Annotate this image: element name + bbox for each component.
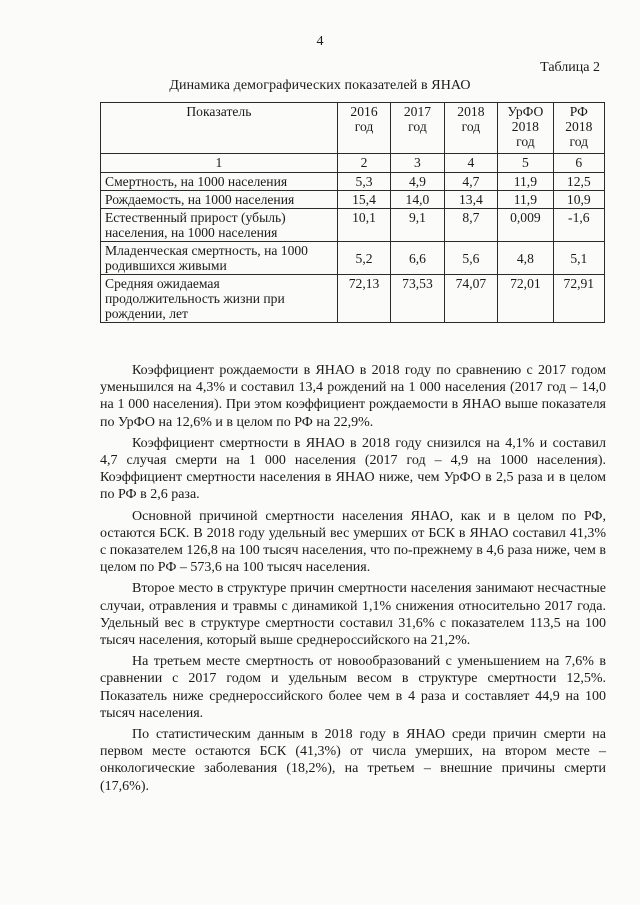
value-2017: 6,6 [391,242,444,275]
value-rf: 72,91 [553,275,604,323]
header-rf-region: РФ [569,104,588,119]
header-urfo-unit: год [516,134,535,149]
value-2017: 4,9 [391,173,444,191]
demographics-table [100,102,605,323]
header-indicator: Показатель [101,103,338,154]
body-text [100,362,606,799]
paragraph-main-cause: Основной причиной смертности населения ЯНАО, как и в целом по РФ, остаются БСК. В 2018 году удельный вес умерших от БСК в ЯНАО составил 41,3% с показателем 126,8 на 100 тысяч населения, что по-прежнему в 4,6 раза ниже, чем в целом по РФ – 573,6 на 100 тысяч населения. [100,508,606,576]
value-rf: -1,6 [553,209,604,242]
row-label: Средняя ожидаемая продолжительность жизни при рождении, лет [101,275,338,323]
table-row-birth-rate [101,191,605,209]
header-urfo [498,103,554,154]
header-2016 [337,103,390,154]
column-index: 3 [391,154,444,173]
column-index: 1 [101,154,338,173]
column-index: 4 [444,154,497,173]
header-2017-unit: год [408,119,427,134]
row-label: Смертность, на 1000 населения [101,173,338,191]
value-rf: 10,9 [553,191,604,209]
value-2016: 5,2 [337,242,390,275]
value-urfo: 11,9 [498,191,554,209]
value-2018: 13,4 [444,191,497,209]
value-2016: 15,4 [337,191,390,209]
value-2017: 73,53 [391,275,444,323]
table-row-infant-mortality [101,242,605,275]
paragraph-summary: По статистическим данным в 2018 году в ЯНАО среди причин смерти на первом месте остаются БСК (41,3%) от числа умерших, на втором месте – онкологические заболевания (18,2%), на третьем – внешние причины смерти (17,6%). [100,727,606,794]
value-2018: 74,07 [444,275,497,323]
value-urfo: 0,009 [498,209,554,242]
header-2018-unit: год [461,119,481,134]
header-rf-unit: год [569,134,589,149]
value-urfo: 11,9 [498,173,554,191]
value-2017: 9,1 [391,209,444,242]
paragraph-mortality-rate: Коэффициент смертности в ЯНАО в 2018 году снизился на 4,1% и составил 4,7 случая смерти на 1 000 населения (2017 год – 4,9 на 1000 населения). Коэффициент смертности населения в ЯНАО ниже, чем УрФО в 2,5 раза и в целом по РФ в 2,6 раза. [100,435,606,503]
value-2017: 14,0 [391,191,444,209]
table-row-natural-growth [101,209,605,242]
page-number: 4 [316,34,324,49]
header-2018-year: 2018 [457,104,485,119]
value-2018: 5,6 [444,242,497,275]
table-row-mortality [101,173,605,191]
paragraph-birth-rate: Коэффициент рождаемости в ЯНАО в 2018 году по сравнению с 2017 годом уменьшился на 4,3% и составил 13,4 рождений на 1 000 населения (2017 год – 14,0 на 1 000 населения). При этом коэффициент рождаемости в ЯНАО выше показателя по УрФО на 12,6% и в целом по РФ на 22,9%. [100,363,606,430]
value-2016: 72,13 [337,275,390,323]
header-2016-unit: год [354,119,374,134]
column-index: 2 [337,154,390,173]
table-title: Динамика демографических показателей в ЯНАО [169,78,471,93]
column-index: 5 [498,154,554,173]
table-row-life-expectancy [101,275,605,323]
value-2016: 5,3 [337,173,390,191]
header-2017 [391,103,444,154]
header-urfo-year: 2018 [511,119,539,134]
header-urfo-region: УрФО [507,104,544,119]
table-header-row [101,103,605,154]
column-index: 6 [553,154,604,173]
column-index-row [101,154,605,173]
header-rf-year: 2018 [565,119,593,134]
value-2018: 8,7 [444,209,497,242]
row-label: Рождаемость, на 1000 населения [101,191,338,209]
value-urfo: 4,8 [498,242,554,275]
row-label: Естественный прирост (убыль) населения, на 1000 населения [101,209,338,242]
header-2017-year: 2017 [403,104,432,119]
paragraph-second-cause: Второе место в структуре причин смертности населения занимают несчастные случаи, отравления и травмы с динамикой 1,1% снижения относительно 2017 года. Удельный вес в структуре смертности составил 31,6% с показателем 113,5 на 100 тысяч населения, который выше среднероссийского на 21,2%. [100,581,606,649]
table-label: Таблица 2 [540,60,600,75]
value-2016: 10,1 [337,209,390,242]
header-2018 [444,103,497,154]
value-rf: 12,5 [553,173,604,191]
value-2018: 4,7 [444,173,497,191]
header-2016-year: 2016 [350,104,378,119]
value-urfo: 72,01 [498,275,554,323]
paragraph-third-cause: На третьем месте смертность от новообразований с уменьшением на 7,6% в сравнении с 2017 годом и удельным весом в структуре смертности 12,5%. Показатель ниже среднероссийского более чем в 4 раза и составляет 44,9 на 100 тысяч населения. [100,654,606,721]
row-label: Младенческая смертность, на 1000 родившихся живыми [101,242,338,275]
header-rf [553,103,604,154]
value-rf: 5,1 [553,242,604,275]
